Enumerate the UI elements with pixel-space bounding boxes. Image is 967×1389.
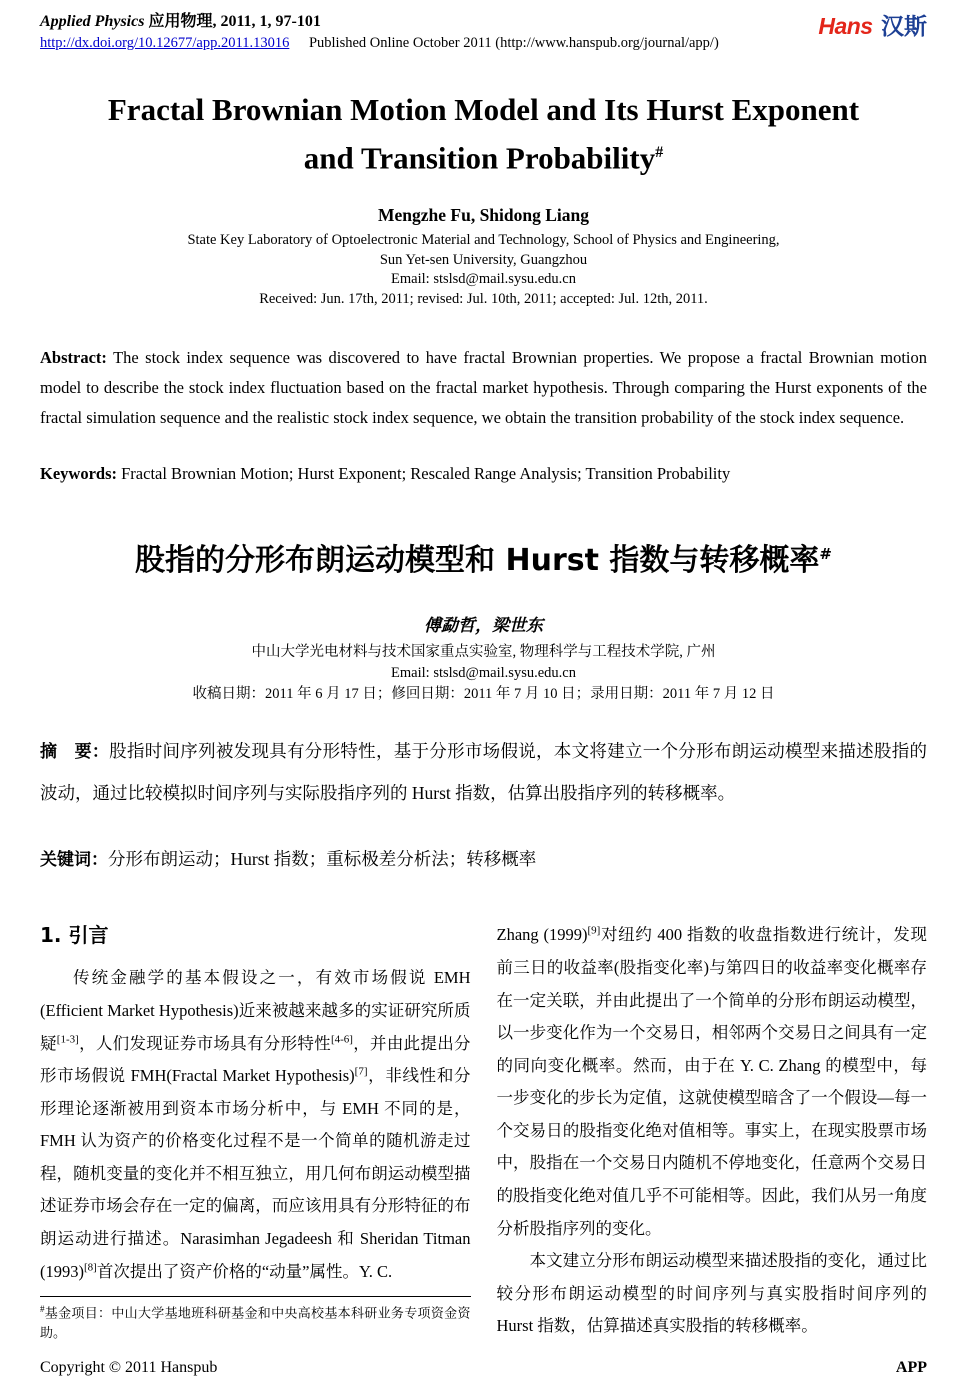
affiliation-en	[40, 231, 927, 309]
footnote-mark: #	[40, 1304, 45, 1315]
keywords-zh-text: 分形布朗运动；Hurst 指数；重标极差分析法；转移概率	[108, 849, 537, 870]
keywords-zh-label: 关键词：	[40, 850, 108, 871]
intro-right-seg1: Zhang (1999)	[496, 925, 588, 945]
intro-left-seg3: ，并由此提出分形市场假说 FMH(Fractal Market Hypothesis)	[40, 1033, 471, 1086]
keywords-label: Keywords:	[40, 464, 117, 484]
title-footnote-mark: #	[655, 144, 664, 161]
citation-ref-4-6: [4-6]	[330, 1033, 353, 1046]
intro-paragraph-left	[40, 962, 471, 1288]
copyright-text: Copyright © 2011 Hanspub	[40, 1359, 218, 1376]
article-title-en	[40, 88, 927, 179]
doi-line	[40, 35, 719, 52]
affiliation-en-line2: Sun Yet-sen University, Guangzhou	[379, 251, 588, 268]
footnote-text-block	[40, 1300, 471, 1341]
footnote-text: 基金项目：中山大学基地班科研基金和中央高校基本科研业务专项资金资助。	[40, 1305, 471, 1340]
footnote-rule	[40, 1296, 471, 1297]
abstract-zh	[40, 731, 927, 814]
intro-left-seg5: 首次提出了资产价格的“动量”属性。Y. C.	[96, 1261, 393, 1281]
intro-paragraph-right	[497, 919, 928, 1245]
title-zh-footnote-mark: #	[819, 545, 832, 564]
two-column-body	[40, 919, 927, 1343]
intro-left-seg1: 传统金融学的基本假设之一，有效市场假说 EMH (Efficient Market Hypothesis)近来被越来越多的实证研究所质疑	[40, 968, 471, 1053]
abstract-text: The stock index sequence was discovered to have fractal Brownian properties. We propose a fractal Brownian motion model to describe the stock index fluctuation based on the fractal market hypothesis. Through comparing the Hurst exponents of the fractal simulation sequence and the realistic stock index sequence, we obtain the transition probability of the stock index sequence.	[40, 348, 927, 428]
affiliation-zh	[40, 642, 927, 705]
hans-publisher-logo	[818, 8, 927, 41]
dates-zh-line: 收稿日期：2011 年 6 月 17 日；修回日期：2011 年 7 月 10 日；录用日期：2011 年 7 月 12 日	[192, 686, 775, 703]
keywords-text: Fractal Brownian Motion; Hurst Exponent; Rescaled Range Analysis; Transition Probability	[121, 464, 731, 484]
right-column	[497, 919, 928, 1343]
journal-title-en: Applied Physics	[40, 13, 145, 30]
keywords-zh	[40, 844, 927, 875]
article-title-en-line2: and Transition Probability	[303, 140, 656, 176]
doi-link[interactable]: http://dx.doi.org/10.12677/app.2011.13016	[40, 35, 290, 51]
intro-left-seg4: ，非线性和分形理论逐渐被用到资本市场分析中，与 EMH 不同的是，FMH 认为资产的价格变化过程不是一个简单的随机游走过程，随机变量的变化并不相互独立，用几何布朗运动模型描述证券市场会存在一定的偏离，而应该用具有分形特征的布朗运动进行描述。Narasimhan Jegadeesh 和 Sheridan Titman (1993)	[40, 1066, 471, 1281]
intro-left-seg2: ，人们发现证券市场具有分形特性	[78, 1033, 331, 1053]
article-title-zh	[40, 535, 927, 579]
abstract-label: Abstract:	[40, 348, 107, 368]
abstract-zh-label: 摘 要：	[40, 742, 110, 763]
journal-info	[40, 8, 719, 52]
citation-ref-8: [8]	[84, 1261, 97, 1274]
received-dates-line: Received: Jun. 17th, 2011; revised: Jul. 10th, 2011; accepted: Jul. 12th, 2011.	[259, 290, 708, 307]
keywords-en	[40, 459, 927, 489]
page-footer	[40, 1359, 927, 1377]
citation-ref-9: [9]	[587, 924, 601, 937]
published-online-text: Published Online October 2011 (http://www.hanspub.org/journal/app/)	[308, 35, 719, 51]
abstract-en	[40, 343, 927, 433]
hans-logo-latin: Hans	[818, 13, 873, 39]
journal-title-zh: 应用物理, 2011, 1, 97-101	[148, 13, 321, 30]
affiliation-en-line1: State Key Laboratory of Optoelectronic Material and Technology, School of Physics and Engineering,	[187, 232, 780, 249]
abstract-zh-text: 股指时间序列被发现具有分形特性，基于分形市场假说，本文将建立一个分形布朗运动模型来描述股指的波动，通过比较模拟时间序列与实际股指序列的 Hurst 指数，估算出股指序列的转移概率。	[40, 741, 928, 804]
affiliation-zh-line1: 中山大学光电材料与技术国家重点实验室, 物理科学与工程技术学院, 广州	[251, 644, 716, 661]
authors-en: Mengzhe Fu, Shidong Liang	[377, 205, 590, 226]
journal-header	[40, 8, 927, 52]
authors-zh: 傅勐哲，梁世东	[424, 616, 543, 636]
intro-right-seg2: 对纽约 400 指数的收盘指数进行统计，发现前三日的收益率(股指变化率)与第四日的收益率变化概率存在一定关联，并由此提出了一个简单的分形布朗运动模型，以一步变化作为一个交易日，相邻两个交易日之间具有一定的同向变化概率。然而，由于在 Y. C. Zhang 的模型中，每一步变化的步长为定值，这就使模型暗含了一个假设—每一个交易日的股指变化绝对值相等。事实上，在现实股票市场中，股指在一个交易日内随机不停地变化，任意两个交易日的股指变化绝对值几乎不可能相等。因此，我们从另一角度分析股指序列的变化。	[496, 925, 927, 1238]
hans-logo-chinese: 汉斯	[881, 13, 927, 39]
section-1-heading: 1. 引言	[40, 923, 109, 948]
article-title-en-line1: Fractal Brownian Motion Model and Its Hurst Exponent	[107, 92, 860, 127]
citation-ref-1-3: [1-3]	[56, 1033, 79, 1046]
intro-paragraph-2: 本文建立分形布朗运动模型来描述股指的变化，通过比较分形布朗运动模型的时间序列与真实股指时间序列的 Hurst 指数，估算描述真实股指的转移概率。	[496, 1251, 927, 1336]
email-zh-line: Email: stslsd@mail.sysu.edu.cn	[391, 665, 576, 682]
journal-citation-line	[40, 8, 719, 31]
funding-footnote	[40, 1296, 471, 1341]
article-title-zh-text: 股指的分形布朗运动模型和 Hurst 指数与转移概率	[135, 543, 820, 579]
left-column	[40, 919, 471, 1343]
email-line: Email: stslsd@mail.sysu.edu.cn	[391, 271, 576, 288]
journal-abbrev: APP	[895, 1359, 927, 1376]
citation-ref-7: [7]	[354, 1065, 368, 1078]
